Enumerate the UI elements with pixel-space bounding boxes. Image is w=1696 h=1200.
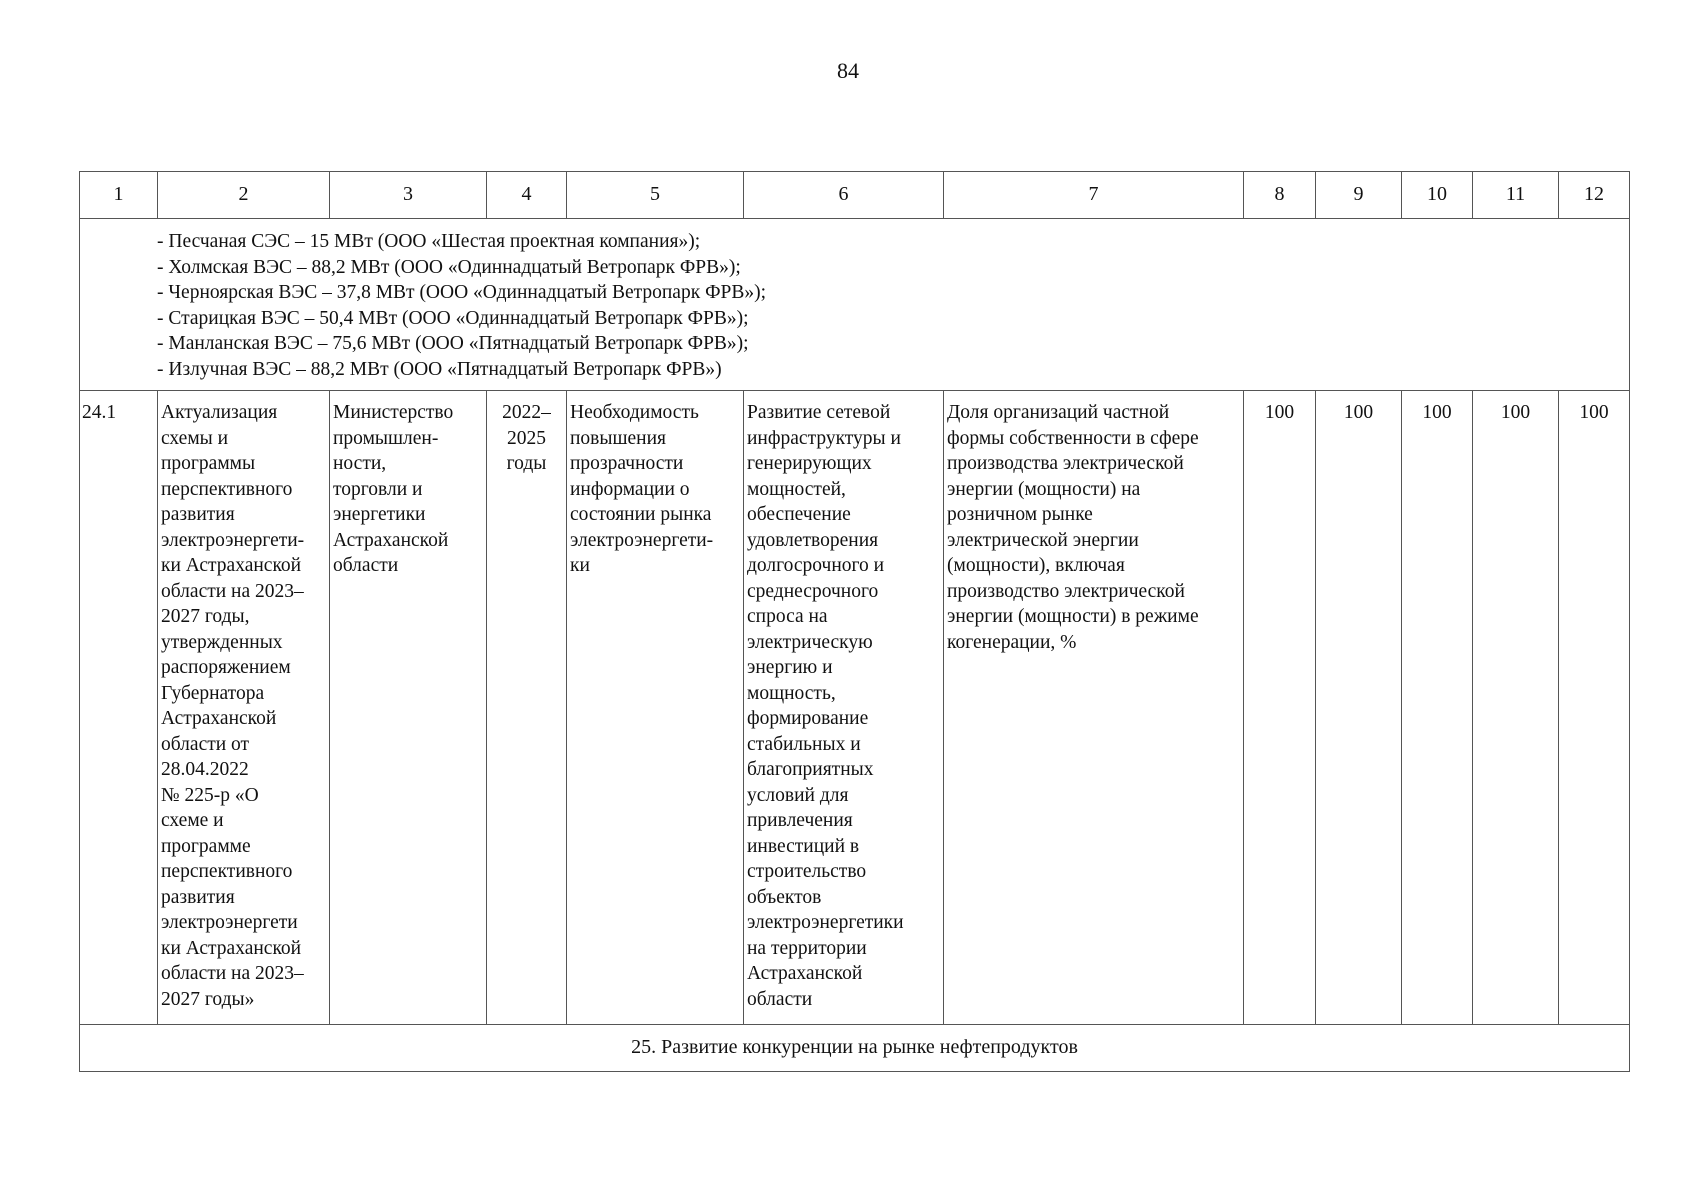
- responsible-cell: Министерство промышлен- ности, торговли и энергетики Астраханской области: [330, 391, 487, 1025]
- section-heading-row: [80, 1025, 1630, 1072]
- value-cell: 100: [1402, 391, 1473, 1025]
- value-cell: 100: [1316, 391, 1402, 1025]
- column-header: 6: [744, 172, 944, 219]
- power-plants-list-row: [80, 219, 1630, 391]
- column-header: 3: [330, 172, 487, 219]
- indicator-cell: Доля организаций частной формы собственности в сфере производства электрической энергии (мощности) на розничном рынке электрической энергии (мощности), включая производство электрической энергии (мощности) в режиме когенерации, %: [944, 391, 1244, 1025]
- column-header: 11: [1473, 172, 1559, 219]
- result-cell: Развитие сетевой инфраструктуры и генерирующих мощностей, обеспечение удовлетворения долгосрочного и среднесрочного спроса на электрическую энергию и мощность, формирование стабильных и благоприятных условий для привлечения инвестиций в строительство объектов электроэнергетики на территории Астраханской области: [744, 391, 944, 1025]
- value-cell: 100: [1473, 391, 1559, 1025]
- row-number: 24.1: [80, 391, 158, 1025]
- section-heading: 25. Развитие конкуренции на рынке нефтепродуктов: [80, 1025, 1630, 1072]
- column-header: 12: [1559, 172, 1630, 219]
- column-header: 5: [567, 172, 744, 219]
- problem-cell: Необходимость повышения прозрачности информации о состоянии рынка электроэнергети- ки: [567, 391, 744, 1025]
- column-header: 4: [487, 172, 567, 219]
- list-item: - Излучная ВЭС – 88,2 МВт (ООО «Пятнадцатый Ветропарк ФРВ»): [157, 358, 722, 380]
- measures-table: [79, 171, 1630, 1072]
- list-item: - Холмская ВЭС – 88,2 МВт (ООО «Одиннадцатый Ветропарк ФРВ»);: [157, 256, 741, 278]
- column-header: 2: [158, 172, 330, 219]
- value-cell: 100: [1244, 391, 1316, 1025]
- period-cell: 2022– 2025 годы: [487, 391, 567, 1025]
- column-header: 10: [1402, 172, 1473, 219]
- column-header: 9: [1316, 172, 1402, 219]
- value-cell: 100: [1559, 391, 1630, 1025]
- column-header: 7: [944, 172, 1244, 219]
- column-header: 1: [80, 172, 158, 219]
- list-item: - Старицкая ВЭС – 50,4 МВт (ООО «Одиннадцатый Ветропарк ФРВ»);: [157, 307, 749, 329]
- list-item: - Черноярская ВЭС – 37,8 МВт (ООО «Одиннадцатый Ветропарк ФРВ»);: [157, 282, 766, 303]
- table-row: [80, 391, 1630, 1025]
- page-number: 84: [837, 58, 859, 83]
- list-item: - Песчаная СЭС – 15 МВт (ООО «Шестая проектная компания»);: [157, 231, 701, 252]
- power-plants-list: [80, 219, 1630, 391]
- list-item: - Манланская ВЭС – 75,6 МВт (ООО «Пятнадцатый Ветропарк ФРВ»);: [157, 333, 749, 354]
- measure-cell: Актуализация схемы и программы перспективного развития электроэнергети- ки Астраханской области на 2023– 2027 годы, утвержденных распоряжением Губернатора Астраханской области от 28.04.2022 № 225-р «О схеме и программе перспективного развития электроэнергети ки Астраханской области на 2023– 2027 годы»: [158, 391, 330, 1025]
- column-number-header-row: [80, 172, 1630, 219]
- column-header: 8: [1244, 172, 1316, 219]
